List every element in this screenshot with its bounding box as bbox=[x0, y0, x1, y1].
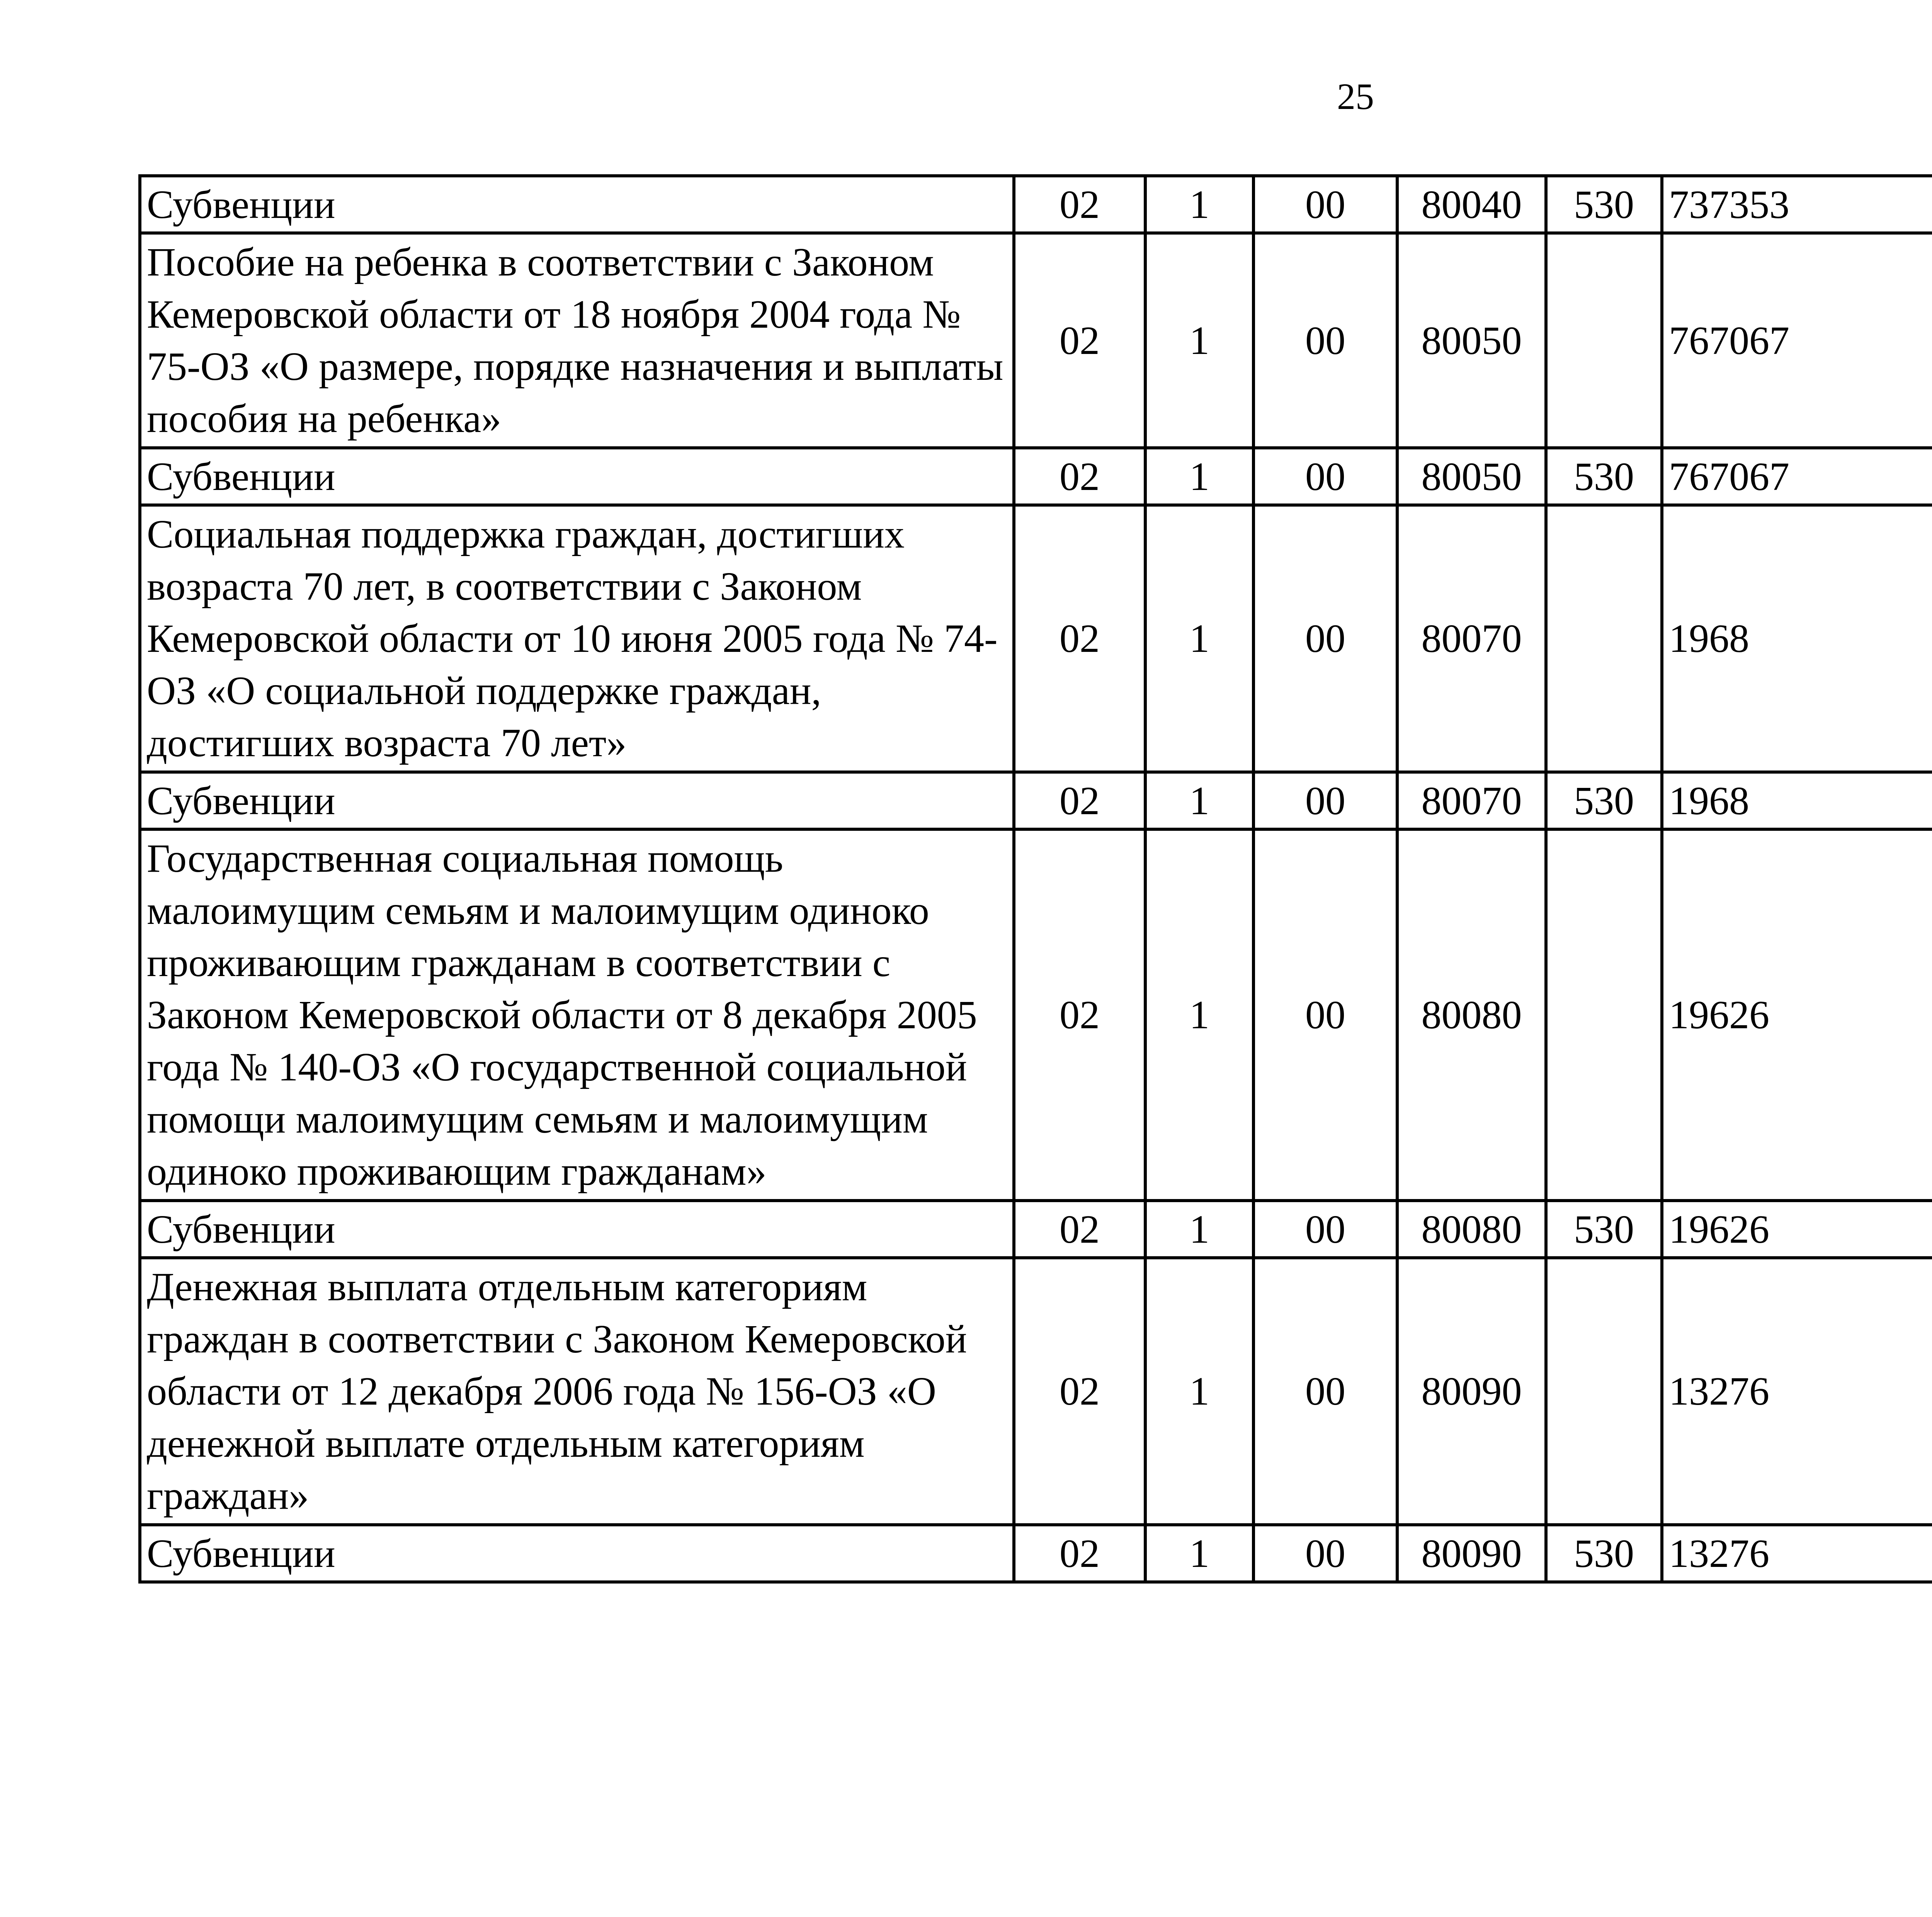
subprogram-code: 00 bbox=[1253, 1258, 1397, 1525]
table-row bbox=[140, 233, 1932, 448]
expense-type-code bbox=[1546, 829, 1662, 1201]
budget-table bbox=[138, 174, 1932, 1584]
expense-type-code bbox=[1546, 505, 1662, 772]
amount-year-1: 767067 bbox=[1662, 448, 1932, 505]
amount-year-1: 1968 bbox=[1662, 505, 1932, 772]
expense-type-code bbox=[1546, 1258, 1662, 1525]
expense-type-code: 530 bbox=[1546, 772, 1662, 829]
section-code: 02 bbox=[1014, 233, 1145, 448]
table-row bbox=[140, 829, 1932, 1201]
page-number: 25 bbox=[1337, 76, 1374, 117]
direction-code: 80080 bbox=[1397, 1201, 1546, 1258]
section-code: 02 bbox=[1014, 1525, 1145, 1582]
expense-type-code: 530 bbox=[1546, 176, 1662, 233]
section-code: 02 bbox=[1014, 1201, 1145, 1258]
table-row bbox=[140, 1525, 1932, 1582]
row-name: Субвенции bbox=[140, 772, 1014, 829]
direction-code: 80070 bbox=[1397, 505, 1546, 772]
table-row bbox=[140, 1258, 1932, 1525]
program-code: 1 bbox=[1145, 233, 1253, 448]
section-code: 02 bbox=[1014, 505, 1145, 772]
row-name: Субвенции bbox=[140, 448, 1014, 505]
expense-type-code: 530 bbox=[1546, 1525, 1662, 1582]
program-code: 1 bbox=[1145, 829, 1253, 1201]
direction-code: 80090 bbox=[1397, 1525, 1546, 1582]
expense-type-code: 530 bbox=[1546, 1201, 1662, 1258]
row-name: Денежная выплата отдельным категориям граждан в соответствии с Законом Кемеровской области от 12 декабря 2006 года № 156-ОЗ «О денежной выплате отдельным категориям граждан» bbox=[140, 1258, 1014, 1525]
subprogram-code: 00 bbox=[1253, 829, 1397, 1201]
expense-type-code bbox=[1546, 233, 1662, 448]
program-code: 1 bbox=[1145, 505, 1253, 772]
table-row bbox=[140, 772, 1932, 829]
section-code: 02 bbox=[1014, 1258, 1145, 1525]
expense-type-code: 530 bbox=[1546, 448, 1662, 505]
subprogram-code: 00 bbox=[1253, 233, 1397, 448]
subprogram-code: 00 bbox=[1253, 176, 1397, 233]
table-row bbox=[140, 1201, 1932, 1258]
program-code: 1 bbox=[1145, 1201, 1253, 1258]
direction-code: 80080 bbox=[1397, 829, 1546, 1201]
program-code: 1 bbox=[1145, 176, 1253, 233]
subprogram-code: 00 bbox=[1253, 505, 1397, 772]
section-code: 02 bbox=[1014, 448, 1145, 505]
direction-code: 80070 bbox=[1397, 772, 1546, 829]
direction-code: 80050 bbox=[1397, 233, 1546, 448]
program-code: 1 bbox=[1145, 772, 1253, 829]
row-name: Субвенции bbox=[140, 1525, 1014, 1582]
amount-year-1: 767067 bbox=[1662, 233, 1932, 448]
subprogram-code: 00 bbox=[1253, 448, 1397, 505]
section-code: 02 bbox=[1014, 829, 1145, 1201]
direction-code: 80090 bbox=[1397, 1258, 1546, 1525]
program-code: 1 bbox=[1145, 448, 1253, 505]
amount-year-1: 19626 bbox=[1662, 1201, 1932, 1258]
row-name: Субвенции bbox=[140, 176, 1014, 233]
table-row bbox=[140, 448, 1932, 505]
amount-year-1: 13276 bbox=[1662, 1525, 1932, 1582]
row-name: Государственная социальная помощь малоимущим семьям и малоимущим одиноко проживающим гражданам в соответствии с Законом Кемеровской области от 8 декабря 2005 года № 140-ОЗ «О государственной социальной помощи малоимущим семьям и малоимущим одиноко проживающим гражданам» bbox=[140, 829, 1014, 1201]
row-name: Социальная поддержка граждан, достигших возраста 70 лет, в соответствии с Законом Кемеровской области от 10 июня 2005 года № 74-ОЗ «О социальной поддержке граждан, достигших возраста 70 лет» bbox=[140, 505, 1014, 772]
section-code: 02 bbox=[1014, 176, 1145, 233]
amount-year-1: 737353 bbox=[1662, 176, 1932, 233]
section-code: 02 bbox=[1014, 772, 1145, 829]
row-name: Субвенции bbox=[140, 1201, 1014, 1258]
subprogram-code: 00 bbox=[1253, 1201, 1397, 1258]
amount-year-1: 1968 bbox=[1662, 772, 1932, 829]
direction-code: 80040 bbox=[1397, 176, 1546, 233]
program-code: 1 bbox=[1145, 1525, 1253, 1582]
direction-code: 80050 bbox=[1397, 448, 1546, 505]
amount-year-1: 13276 bbox=[1662, 1258, 1932, 1525]
program-code: 1 bbox=[1145, 1258, 1253, 1525]
subprogram-code: 00 bbox=[1253, 772, 1397, 829]
row-name: Пособие на ребенка в соответствии с Законом Кемеровской области от 18 ноября 2004 года № 75-ОЗ «О размере, порядке назначения и выплаты пособия на ребенка» bbox=[140, 233, 1014, 448]
table-row bbox=[140, 176, 1932, 233]
subprogram-code: 00 bbox=[1253, 1525, 1397, 1582]
table-row bbox=[140, 505, 1932, 772]
amount-year-1: 19626 bbox=[1662, 829, 1932, 1201]
